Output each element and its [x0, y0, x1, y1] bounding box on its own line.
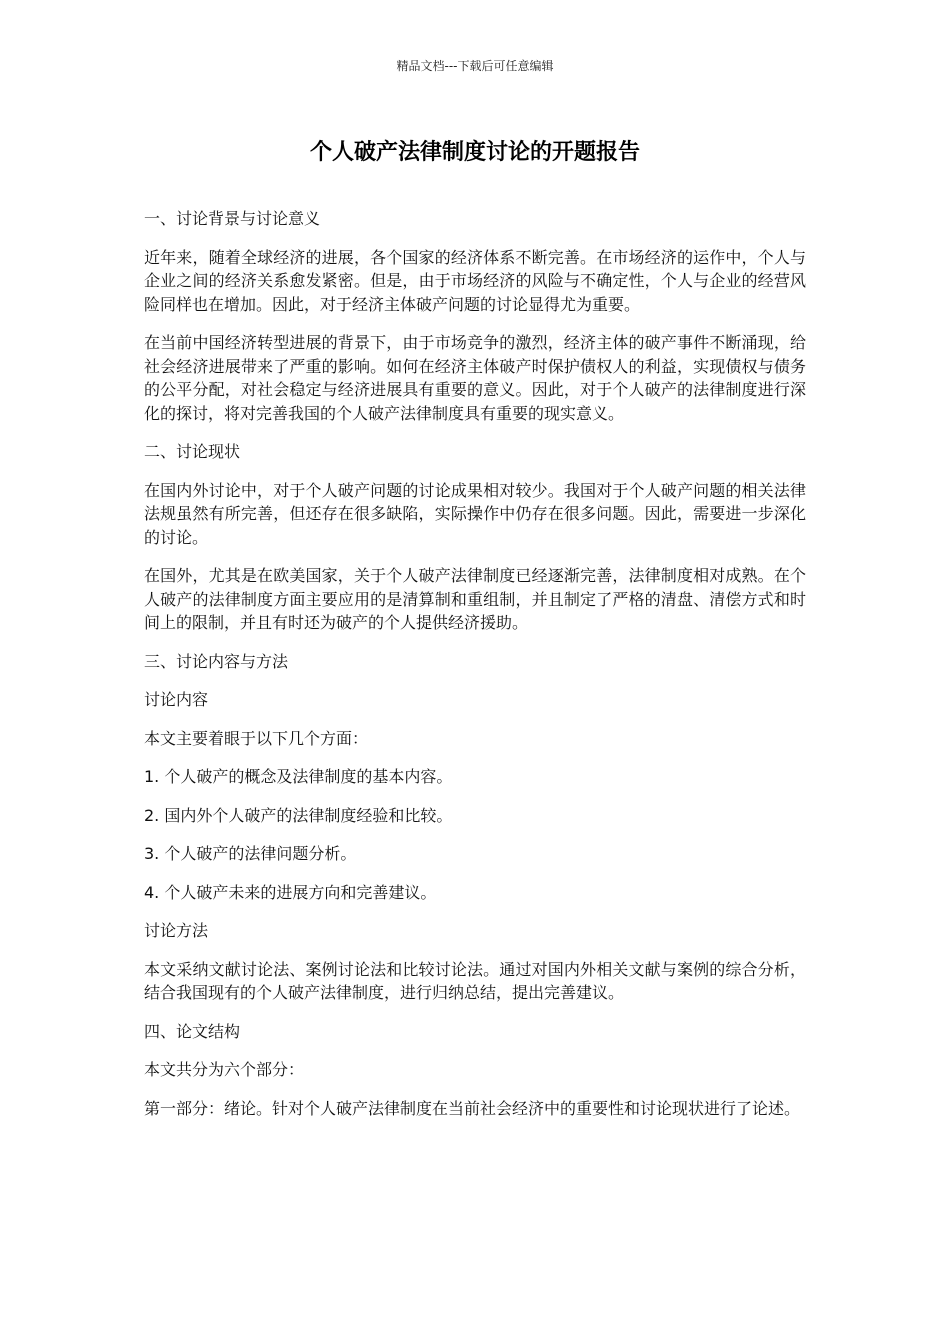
list-item: 1. 个人破产的概念及法律制度的基本内容。 — [144, 767, 453, 786]
subheading-method: 讨论方法 — [144, 921, 209, 940]
paragraph-structure-intro: 本文共分为六个部分： — [144, 1060, 305, 1079]
list-item: 2. 国内外个人破产的法律制度经验和比较。 — [144, 805, 453, 825]
paragraph-status-1: 在国内外讨论中，对于个人破产问题的讨论成果相对较少。我国对于个人破产问题的相关法律法规虽然有所完善，但还存在很多缺陷，实际操作中仍存在很多问题。因此，需要进一步深化的讨论。 — [144, 480, 806, 547]
list-item: 3. 个人破产的法律问题分析。 — [144, 844, 357, 863]
paragraph-structure-part1: 第一部分：绪论。针对个人破产法律制度在当前社会经济中的重要性和讨论现状进行了论述。 — [144, 1098, 801, 1118]
section-heading-background: 一、讨论背景与讨论意义 — [144, 209, 321, 228]
list-item: 4. 个人破产未来的进展方向和完善建议。 — [144, 882, 437, 902]
subheading-content: 讨论内容 — [144, 690, 209, 709]
header-note: 精品文档---下载后可任意编辑 — [396, 59, 554, 73]
section-heading-content-method: 三、讨论内容与方法 — [144, 651, 289, 671]
section-heading-status: 二、讨论现状 — [144, 442, 241, 461]
paragraph-status-2: 在国外，尤其是在欧美国家，关于个人破产法律制度已经逐渐完善，法律制度相对成熟。在个人破产的法律制度方面主要应用的是清算制和重组制，并且制定了严格的清盘、清偿方式和时间上的限制，并且有时还为破产的个人提供经济援助。 — [144, 566, 806, 632]
document-body — [144, 207, 806, 1135]
paragraph-background-2: 在当前中国经济转型进展的背景下，由于市场竞争的激烈，经济主体的破产事件不断涌现，给社会经济进展带来了严重的影响。如何在经济主体破产时保护债权人的利益，实现债权与债务的公平分配，对社会稳定与经济进展具有重要的意义。因此，对于个人破产的法律制度进行深化的探讨，将对完善我国的个人破产法律制度具有重要的现实意义。 — [144, 333, 806, 423]
paragraph-method: 本文采纳文献讨论法、案例讨论法和比较讨论法。通过对国内外相关文献与案例的综合分析，结合我国现有的个人破产法律制度，进行归纳总结，提出完善建议。 — [144, 959, 806, 1002]
section-heading-structure: 四、论文结构 — [144, 1021, 241, 1041]
document-title: 个人破产法律制度讨论的开题报告 — [309, 140, 640, 165]
paragraph-background-1: 近年来，随着全球经济的进展，各个国家的经济体系不断完善。在市场经济的运作中，个人与企业之间的经济关系愈发紧密。但是，由于市场经济的风险与不确定性，个人与企业的经营风险同样也在增加。因此，对于经济主体破产问题的讨论显得尤为重要。 — [144, 247, 806, 314]
paragraph-content-intro: 本文主要着眼于以下几个方面： — [144, 728, 369, 748]
